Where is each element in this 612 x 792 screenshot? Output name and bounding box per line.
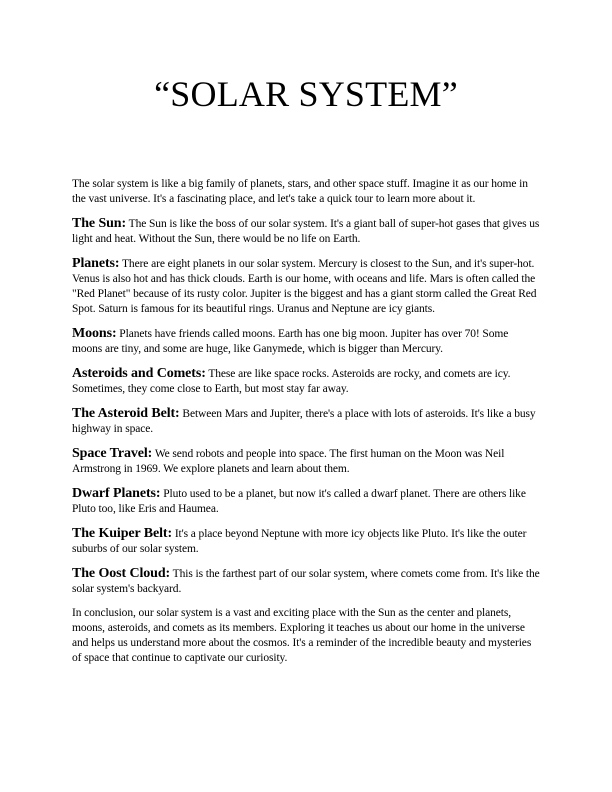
section-the-sun [72, 216, 540, 247]
document-title: “SOLAR SYSTEM” [154, 74, 458, 114]
section-oost-cloud [72, 566, 540, 597]
section-asteroids-and-comets [72, 366, 540, 397]
section-moons [72, 326, 540, 357]
section-text: Between Mars and Jupiter, there's a place with lots of asteroids. It's like a busy highway in space. [72, 408, 536, 435]
section-heading: Planets: [72, 256, 120, 271]
section-text: We send robots and people into space. The first human on the Moon was Neil Armstrong in 1969. We explore planets and learn about them. [72, 448, 505, 475]
conclusion-paragraph: In conclusion, our solar system is a vast and exciting place with the Sun as the center and planets, moons, asteroids, and comets as its members. Exploring it teaches us about our home in the universe and helps us understand more about the cosmos. It's a reminder of the incredible beauty and mysteries of space that continue to captivate our curiosity. [72, 607, 532, 664]
section-heading: Moons: [72, 326, 117, 341]
section-asteroid-belt [72, 406, 540, 437]
section-dwarf-planets [72, 486, 540, 517]
section-planets [72, 256, 540, 317]
section-heading: Asteroids and Comets: [72, 366, 206, 381]
section-heading: The Asteroid Belt: [72, 406, 180, 421]
section-kuiper-belt [72, 526, 540, 557]
section-text: There are eight planets in our solar system. Mercury is closest to the Sun, and it's super-hot. Venus is also hot and has thick clouds. Earth is our home, with oceans and life. Mars is often called the "Red Planet" because of its rusty color. Jupiter is the biggest and has a giant storm called the Great Red Spot. Saturn is famous for its beautiful rings. Uranus and Neptune are icy giants. [72, 258, 537, 315]
section-heading: The Kuiper Belt: [72, 526, 173, 541]
document-body [72, 177, 540, 675]
section-heading: Dwarf Planets: [72, 486, 161, 501]
section-heading: The Oost Cloud: [72, 566, 171, 581]
section-heading: Space Travel: [72, 446, 153, 461]
section-space-travel [72, 446, 540, 477]
section-text: The Sun is like the boss of our solar system. It's a giant ball of super-hot gases that gives us light and heat. Without the Sun, there would be no life on Earth. [72, 218, 540, 245]
section-text: Pluto used to be a planet, but now it's called a dwarf planet. There are others like Pluto too, like Eris and Haumea. [72, 488, 526, 515]
section-text: It's a place beyond Neptune with more icy objects like Pluto. It's like the outer suburbs of our solar system. [72, 528, 527, 555]
section-text: Planets have friends called moons. Earth has one big moon. Jupiter has over 70! Some moons are tiny, and some are huge, like Ganymede, which is bigger than Mercury. [72, 328, 509, 355]
section-heading: The Sun: [72, 216, 127, 231]
section-text: These are like space rocks. Asteroids are rocky, and comets are icy. Sometimes, they come close to Earth, but most stay far away. [72, 368, 511, 395]
intro-paragraph: The solar system is like a big family of planets, stars, and other space stuff. Imagine it as our home in the vast universe. It's a fascinating place, and let's take a quick tour to learn more about it. [72, 178, 528, 205]
section-text: This is the farthest part of our solar system, where comets come from. It's like the solar system's backyard. [72, 568, 540, 595]
